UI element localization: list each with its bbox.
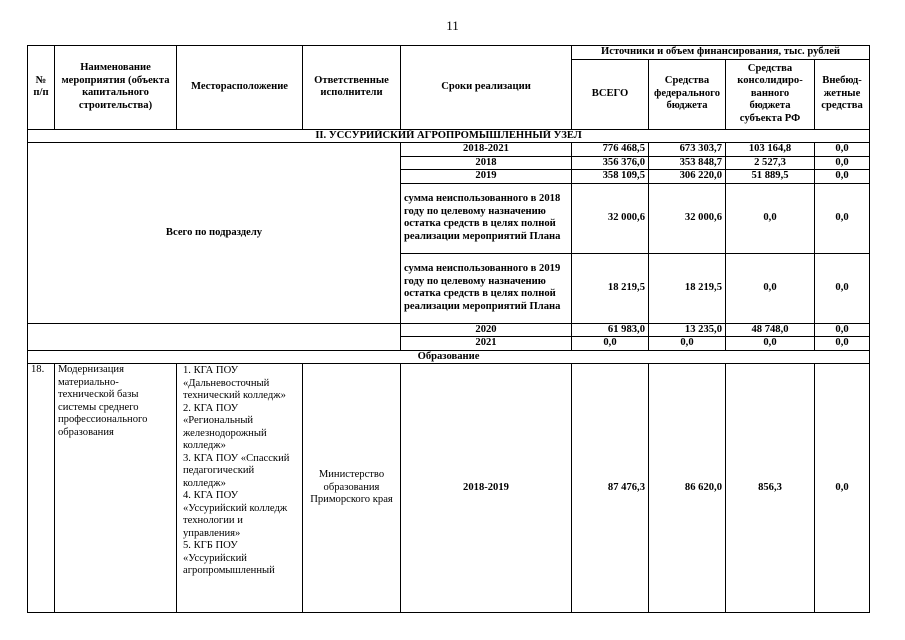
- subtotal-consolidated: 0,0: [726, 253, 815, 323]
- page-number: 11: [446, 18, 459, 33]
- item-offbudget: 0,0: [815, 364, 870, 613]
- item-name: Модернизация материально-технической базы системы среднего профессионального образования: [55, 364, 177, 613]
- col-header-consolidated: Средства консолидиро- ванного бюджета субъекта РФ: [726, 59, 815, 129]
- item-location-cell: [177, 364, 303, 613]
- item-period: 2018-2019: [401, 364, 572, 613]
- subtotal-row: [28, 143, 870, 157]
- col-header-no: № п/п: [28, 46, 55, 130]
- item-executor: Министерство образования Приморского края: [303, 364, 401, 613]
- subtotal-offbudget: 0,0: [815, 337, 870, 351]
- subtotal-consolidated: 103 164,8: [726, 143, 815, 157]
- subtotal-total: 18 219,5: [572, 253, 649, 323]
- subtotal-total: 32 000,6: [572, 183, 649, 253]
- subtotal-total: 358 109,5: [572, 170, 649, 184]
- financing-table: [27, 45, 870, 613]
- subtotal-federal: 353 848,7: [649, 156, 726, 170]
- section-title-row: [28, 129, 870, 143]
- subtotal-offbudget: 0,0: [815, 323, 870, 337]
- subtotal-consolidated: 0,0: [726, 183, 815, 253]
- col-header-offbudget: Внебюд- жетные средства: [815, 59, 870, 129]
- subsection-title: Образование: [28, 350, 870, 364]
- subtotal-consolidated: 0,0: [726, 337, 815, 351]
- subtotal-federal: 13 235,0: [649, 323, 726, 337]
- section-title: II. УССУРИЙСКИЙ АГРОПРОМЫШЛЕННЫЙ УЗЕЛ: [28, 129, 870, 143]
- subtotal-total: 0,0: [572, 337, 649, 351]
- subtotal-offbudget: 0,0: [815, 156, 870, 170]
- subtotal-total: 61 983,0: [572, 323, 649, 337]
- subtotal-consolidated: 2 527,3: [726, 156, 815, 170]
- subtotal-offbudget: 0,0: [815, 170, 870, 184]
- subtotal-label: Всего по подразделу: [28, 143, 401, 324]
- item-location: 1. КГА ПОУ «Дальневосточный технический колледж» 2. КГА ПОУ «Региональный железнодорожный колледж» 3. КГА ПОУ «Спасский педагогический колледж» 4. КГА ПОУ «Уссурийский колледж технологии и управления» 5. КГБ ПОУ «Уссурийский агропромышленный: [183, 365, 290, 576]
- header-row-1: [28, 46, 870, 60]
- subtotal-period: 2020: [401, 323, 572, 337]
- subtotal-federal: 673 303,7: [649, 143, 726, 157]
- subtotal-blank-cell: [28, 323, 401, 350]
- subtotal-period: 2019: [401, 170, 572, 184]
- subtotal-period: 2021: [401, 337, 572, 351]
- subtotal-offbudget: 0,0: [815, 253, 870, 323]
- col-header-executors: Ответственные исполнители: [303, 46, 401, 130]
- col-header-name: Наименование мероприятия (объекта капитального строительства): [55, 46, 177, 130]
- subtotal-offbudget: 0,0: [815, 183, 870, 253]
- subtotal-consolidated: 48 748,0: [726, 323, 815, 337]
- subsection-title-row: [28, 350, 870, 364]
- subtotal-period: сумма неиспользованного в 2019 году по целевому назначению остатка средств в целях полной реализации мероприятий Плана: [401, 253, 572, 323]
- col-header-sources: Источники и объем финансирования, тыс. рублей: [572, 46, 870, 60]
- subtotal-row: [28, 323, 870, 337]
- subtotal-federal: 306 220,0: [649, 170, 726, 184]
- subtotal-federal: 32 000,6: [649, 183, 726, 253]
- subtotal-period: 2018: [401, 156, 572, 170]
- item-total: 87 476,3: [572, 364, 649, 613]
- subtotal-consolidated: 51 889,5: [726, 170, 815, 184]
- subtotal-offbudget: 0,0: [815, 143, 870, 157]
- subtotal-federal: 18 219,5: [649, 253, 726, 323]
- subtotal-period: сумма неиспользованного в 2018 году по целевому назначению остатка средств в целях полной реализации мероприятий Плана: [401, 183, 572, 253]
- table-row: [28, 364, 870, 613]
- col-header-federal: Средства федерального бюджета: [649, 59, 726, 129]
- subtotal-federal: 0,0: [649, 337, 726, 351]
- subtotal-period: 2018-2021: [401, 143, 572, 157]
- item-number: 18.: [28, 364, 55, 613]
- col-header-location: Месторасположение: [177, 46, 303, 130]
- item-consolidated: 856,3: [726, 364, 815, 613]
- item-federal: 86 620,0: [649, 364, 726, 613]
- subtotal-total: 356 376,0: [572, 156, 649, 170]
- col-header-period: Сроки реализации: [401, 46, 572, 130]
- col-header-total: ВСЕГО: [572, 59, 649, 129]
- subtotal-total: 776 468,5: [572, 143, 649, 157]
